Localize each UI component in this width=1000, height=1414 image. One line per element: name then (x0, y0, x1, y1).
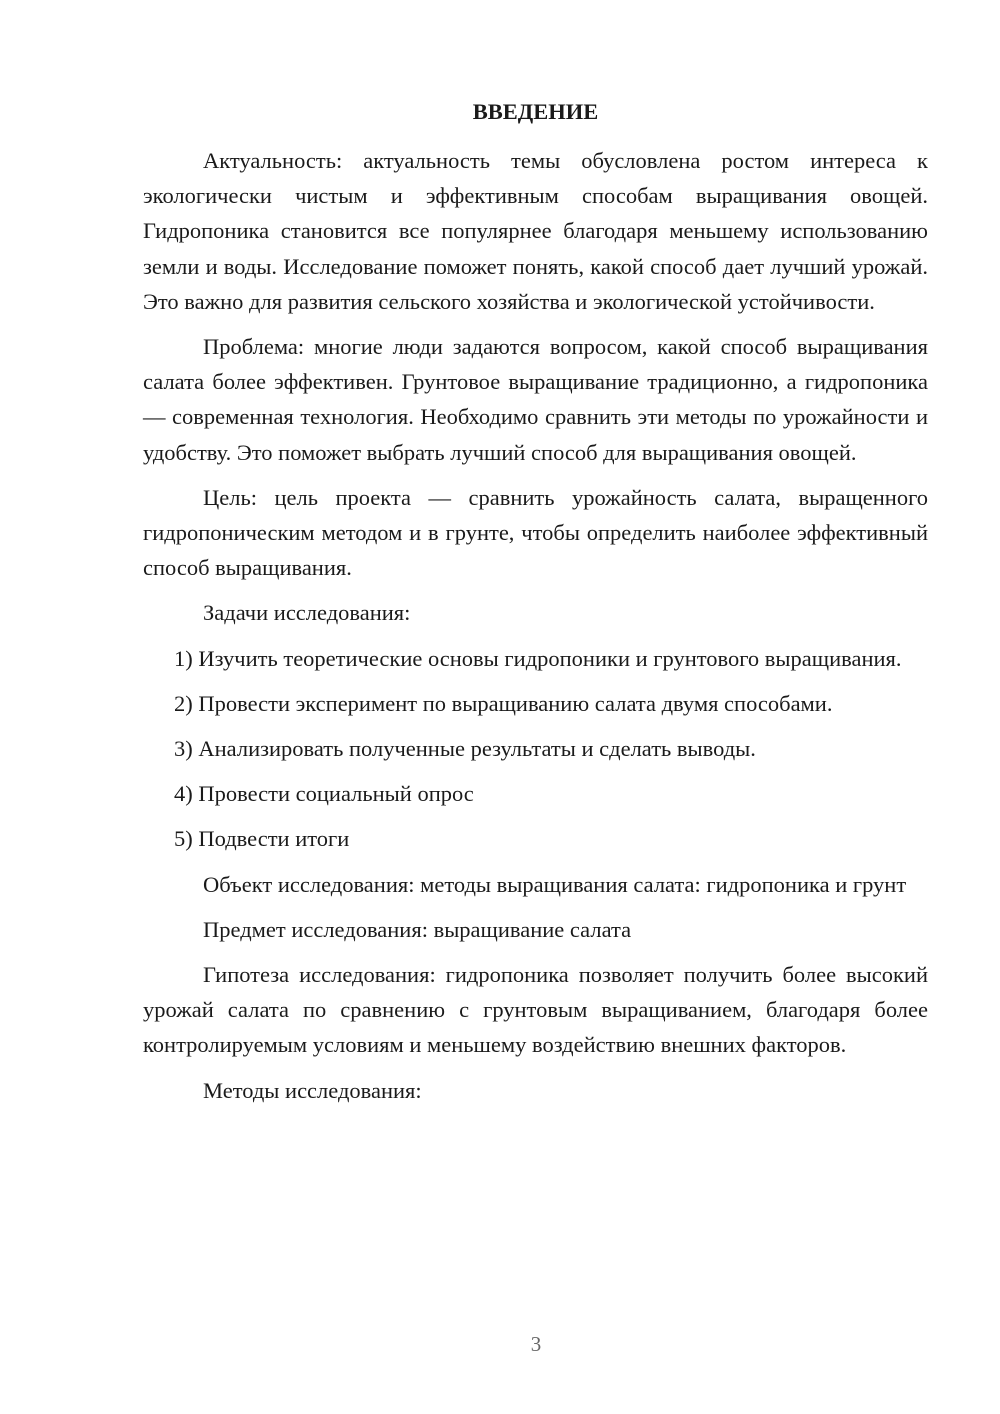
paragraph-tasks-heading: Задачи исследования: (203, 600, 411, 626)
paragraph-problem: Проблема: многие люди задаются вопросом, какой способ выращивания салата более эффективен. Грунтовое выращивание традиционно, а гидропоника — современная технология. Необходимо сравнить эти методы по урожайности и удобству. Это поможет выбрать лучший способ для выращивания овощей. (143, 334, 928, 465)
task-item-5: 5) Подвести итоги (174, 826, 350, 852)
paragraph-object: Объект исследования: методы выращивания салата: гидропоника и грунт (203, 871, 907, 897)
paragraph-goal: Цель: цель проекта — сравнить урожайность салата, выращенного гидропоническим методом и в грунте, чтобы определить наиболее эффективный способ выращивания. (143, 484, 928, 581)
task-item-4: 4) Провести социальный опрос (174, 781, 474, 807)
paragraph-subject: Предмет исследования: выращивание салата (203, 916, 632, 942)
task-item-1: 1) Изучить теоретические основы гидропоники и грунтового выращивания. (174, 645, 902, 671)
page-content (143, 94, 928, 1118)
page-title: ВВЕДЕНИЕ (472, 99, 599, 124)
paragraph-hypothesis: Гипотеза исследования: гидропоника позволяет получить более высокий урожай салата по сравнению с грунтовым выращиванием, благодаря более контролируемым условиям и меньшему воздействию внешних факторов. (143, 962, 928, 1058)
paragraph-methods: Методы исследования: (203, 1077, 422, 1103)
task-item-3: 3) Анализировать полученные результаты и сделать выводы. (174, 736, 756, 762)
paragraph-relevance: Актуальность: актуальность темы обусловлена ростом интереса к экологически чистым и эффективным способам выращивания овощей. Гидропоника становится все популярнее благодаря меньшему использованию земли и воды. Исследование поможет понять, какой способ дает лучший урожай. Это важно для развития сельского хозяйства и экологической устойчивости. (143, 148, 928, 314)
page-number: 3 (530, 1332, 542, 1356)
task-item-2: 2) Провести эксперимент по выращиванию салата двумя способами. (174, 690, 833, 716)
